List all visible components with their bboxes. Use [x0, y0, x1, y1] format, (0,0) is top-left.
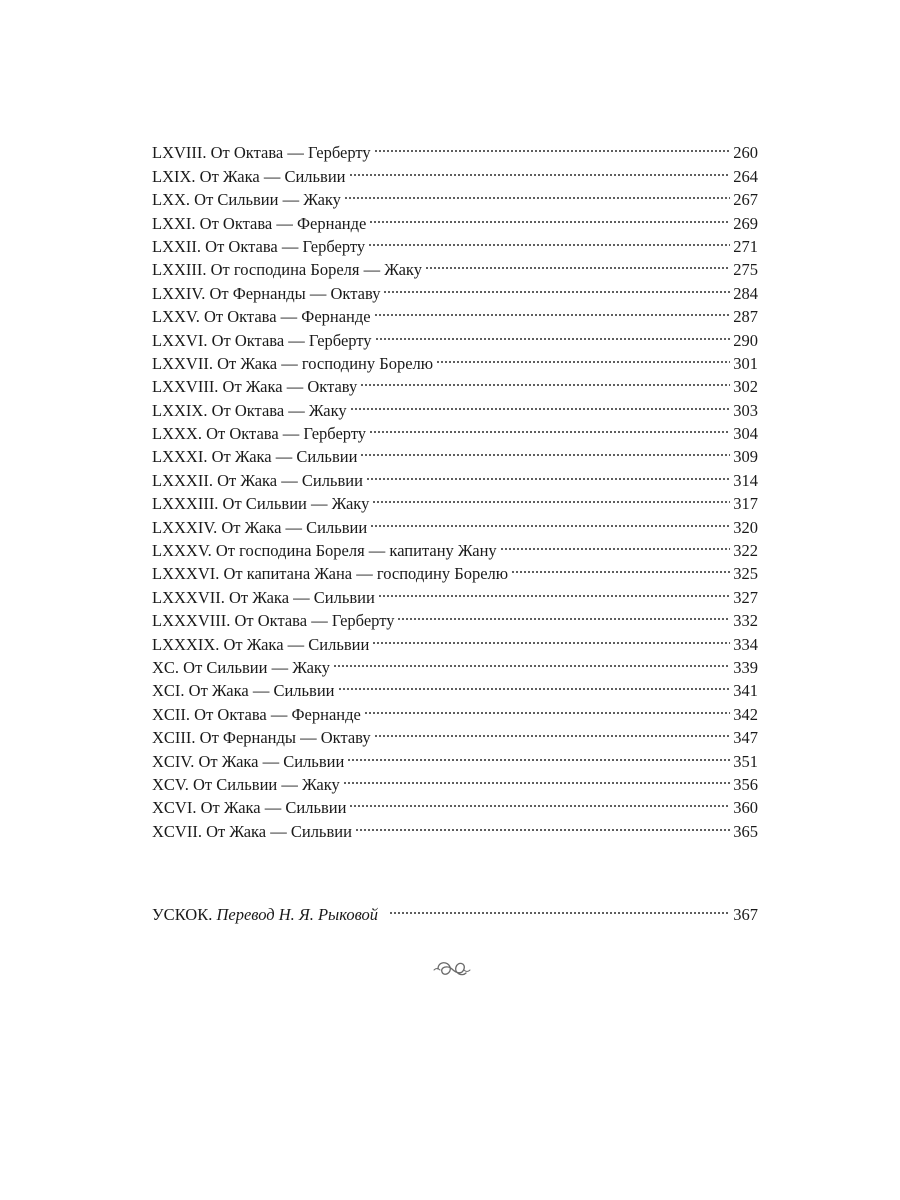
toc-entry-title: LXXIII. От господина Бореля — Жаку — [152, 260, 422, 280]
toc-entry-page: 304 — [733, 424, 758, 444]
toc-entry-title: LXXXIX. От Жака — Сильвии — [152, 634, 370, 654]
toc-entry-title: XC. От Сильвии — Жаку — [152, 657, 330, 677]
toc-entry-title: XCV. От Сильвии — Жаку — [152, 774, 340, 794]
toc-entry-title: LXXXI. От Жака — Сильвии — [152, 447, 358, 467]
toc-entry-page: 365 — [733, 821, 758, 841]
toc-entry-page: 367 — [733, 905, 758, 925]
table-of-contents — [152, 135, 758, 841]
toc-entry-page: 332 — [733, 611, 758, 631]
toc-entry-title: LXXVII. От Жака — господину Борелю — [152, 353, 434, 373]
toc-entry-title: XCIV. От Жака — Сильвии — [152, 751, 345, 771]
toc-leader-dots — [362, 696, 732, 719]
flourish-ornament-icon — [432, 955, 472, 983]
toc-leader-dots — [372, 720, 733, 743]
toc-entry-translator: Перевод Н. Я. Рыковой — [216, 905, 379, 925]
toc-leader-dots — [376, 579, 732, 602]
toc-entry-title: LXXXIII. От Сильвии — Жаку — [152, 494, 370, 514]
toc-entry-title: LXXXII. От Жака — Сильвии — [152, 470, 363, 490]
toc-leader-dots — [370, 626, 732, 649]
toc-leader-dots — [372, 135, 733, 158]
toc-entry-page: 347 — [733, 728, 758, 748]
toc-entry-page: 290 — [733, 330, 758, 350]
toc-leader-dots — [381, 275, 732, 298]
toc-entry-uskok — [152, 897, 758, 925]
toc-entry-title: XCIII. От Фернанды — Октаву — [152, 728, 371, 748]
toc-entry-page: 360 — [733, 798, 758, 818]
toc-entry-page: 287 — [733, 307, 758, 327]
toc-entry-title: LXXXVIII. От Октава — Герберту — [152, 611, 395, 631]
toc-leader-dots — [509, 556, 732, 579]
toc-leader-dots — [347, 790, 732, 813]
toc-entry-page: 303 — [733, 400, 758, 420]
toc-entry-title: LXXVI. От Октава — Герберту — [152, 330, 372, 350]
toc-leader-dots — [372, 299, 733, 322]
toc-entry-page: 320 — [733, 517, 758, 537]
toc-entry-page: 260 — [733, 143, 758, 163]
toc-entry-page: 325 — [733, 564, 758, 584]
toc-entry-page: 327 — [733, 587, 758, 607]
toc-entry-page: 314 — [733, 470, 758, 490]
toc-leader-dots — [347, 158, 733, 181]
toc-entry — [152, 135, 758, 163]
toc-entry-page: 351 — [733, 751, 758, 771]
toc-entry-title: LXIX. От Жака — Сильвии — [152, 166, 346, 186]
toc-entry-page: 271 — [733, 236, 758, 256]
toc-entry-page: 264 — [733, 166, 758, 186]
toc-leader-dots — [366, 229, 732, 252]
toc-entry-title: LXXIX. От Октава — Жаку — [152, 400, 347, 420]
toc-leader-dots — [373, 322, 733, 345]
toc-entry-title: LXXVIII. От Жака — Октаву — [152, 377, 358, 397]
toc-leader-dots — [387, 897, 732, 920]
toc-entry-title-main: УСКОК. — [152, 905, 213, 925]
toc-entry-page: 317 — [733, 494, 758, 514]
toc-leader-dots — [367, 205, 732, 228]
toc-entry-page: 341 — [733, 681, 758, 701]
toc-entry-title: LXXXIV. От Жака — Сильвии — [152, 517, 368, 537]
toc-leader-dots — [358, 439, 732, 462]
toc-leader-dots — [367, 416, 732, 439]
toc-entry-title: XCI. От Жака — Сильвии — [152, 681, 335, 701]
toc-leader-dots — [342, 182, 732, 205]
toc-entry-page: 356 — [733, 774, 758, 794]
toc-entry-title: LXXXVI. От капитана Жана — господину Борелю — [152, 564, 509, 584]
toc-entry-page: 301 — [733, 353, 758, 373]
toc-entry-title: LXXV. От Октава — Фернанде — [152, 307, 371, 327]
toc-leader-dots — [331, 650, 732, 673]
toc-entry-title: LXXI. От Октава — Фернанде — [152, 213, 367, 233]
toc-entry-page: 322 — [733, 541, 758, 561]
toc-entry-title: LXXII. От Октава — Герберту — [152, 236, 366, 256]
toc-entry-title: XCVII. От Жака — Сильвии — [152, 821, 352, 841]
toc-leader-dots — [336, 673, 733, 696]
toc-leader-dots — [341, 767, 733, 790]
toc-entry-page: 275 — [733, 260, 758, 280]
toc-entry-title: LXXXV. От господина Бореля — капитану Жану — [152, 541, 497, 561]
toc-entry-title: LXX. От Сильвии — Жаку — [152, 190, 341, 210]
toc-entry-title: LXXX. От Октава — Герберту — [152, 424, 367, 444]
toc-leader-dots — [434, 346, 732, 369]
toc-entry-title: LXXXVII. От Жака — Сильвии — [152, 587, 375, 607]
toc-leader-dots — [353, 813, 732, 836]
toc-entry-title: XCVI. От Жака — Сильвии — [152, 798, 347, 818]
toc-entry-title — [152, 903, 386, 926]
toc-entry-page: 269 — [733, 213, 758, 233]
toc-entry-title: LXXIV. От Фернанды — Октаву — [152, 283, 381, 303]
toc-leader-dots — [348, 392, 733, 415]
toc-leader-dots — [370, 486, 732, 509]
toc-leader-dots — [368, 509, 732, 532]
toc-entry-title: LXVIII. От Октава — Герберту — [152, 143, 371, 163]
toc-entry-page: 334 — [733, 634, 758, 654]
toc-entry-page: 339 — [733, 657, 758, 677]
toc-leader-dots — [345, 743, 732, 766]
toc-leader-dots — [423, 252, 732, 275]
toc-entry-page: 342 — [733, 704, 758, 724]
toc-entry-page: 302 — [733, 377, 758, 397]
toc-leader-dots — [395, 603, 732, 626]
toc-leader-dots — [358, 369, 732, 392]
toc-entry-page: 309 — [733, 447, 758, 467]
toc-entry-page: 267 — [733, 190, 758, 210]
toc-leader-dots — [364, 462, 732, 485]
toc-entry-title: XCII. От Октава — Фернанде — [152, 704, 361, 724]
toc-leader-dots — [498, 533, 733, 556]
toc-entry-page: 284 — [733, 283, 758, 303]
